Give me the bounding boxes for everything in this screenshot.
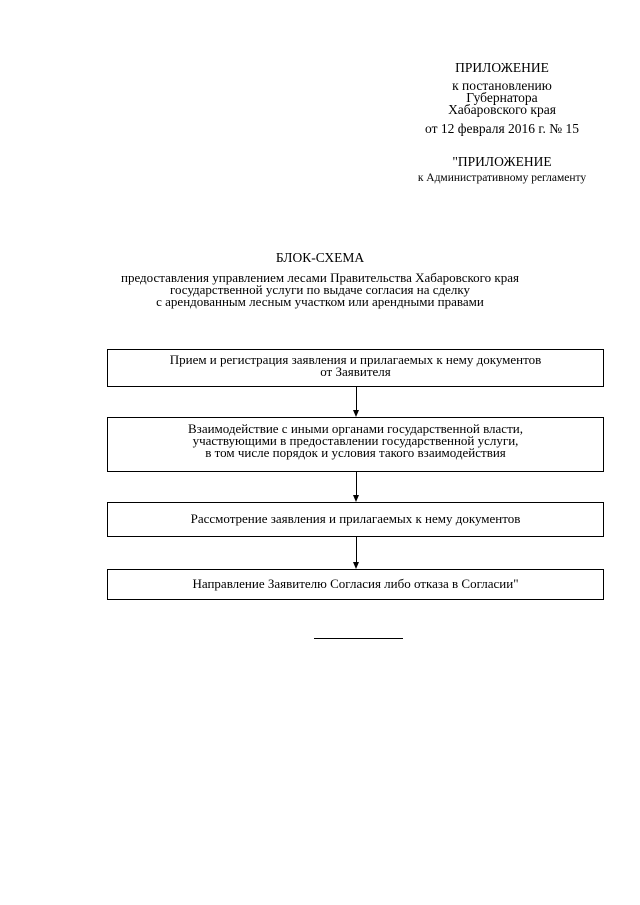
subtitle-line: с арендованным лесным участком или арендными правами <box>156 294 484 309</box>
header-line: Губернатора <box>466 90 538 105</box>
reglament-header <box>380 154 624 184</box>
step-text: от Заявителя <box>320 364 391 379</box>
closing-rule <box>314 638 403 639</box>
step-text: Направление Заявителю Согласия либо отказа в Согласии" <box>192 576 519 591</box>
header-line: к постановлению <box>452 78 552 93</box>
subtitle-line: предоставления управлением лесами Правительства Хабаровского края <box>121 270 519 285</box>
scheme-subtitle <box>0 272 640 308</box>
flow-step-1 <box>107 349 604 387</box>
step-text: Рассмотрение заявления и прилагаемых к нему документов <box>190 511 521 526</box>
step-text: Взаимодействие с иными органами государственной власти, <box>188 421 523 436</box>
flow-step-2 <box>107 417 604 472</box>
decree-date: от 12 февраля 2016 г. № 15 <box>425 121 579 136</box>
subtitle-line: государственной услуги по выдаче согласия на сделку <box>169 282 471 297</box>
step-text: Прием и регистрация заявления и прилагаемых к нему документов <box>169 352 542 367</box>
appendix-title: ПРИЛОЖЕНИЕ <box>455 60 549 75</box>
scheme-title: БЛОК-СХЕМА <box>275 250 365 265</box>
flow-step-3 <box>107 502 604 537</box>
flow-step-4 <box>107 569 604 600</box>
header-line: Хабаровского края <box>448 102 556 117</box>
reglament-line: к Административному регламенту <box>417 172 587 184</box>
step-text: в том числе порядок и условия такого взаимодействия <box>205 445 506 460</box>
appendix-header <box>380 60 624 135</box>
appendix-title-2: "ПРИЛОЖЕНИЕ <box>452 154 552 169</box>
step-text: участвующими в предоставлении государственной услуги, <box>192 433 519 448</box>
